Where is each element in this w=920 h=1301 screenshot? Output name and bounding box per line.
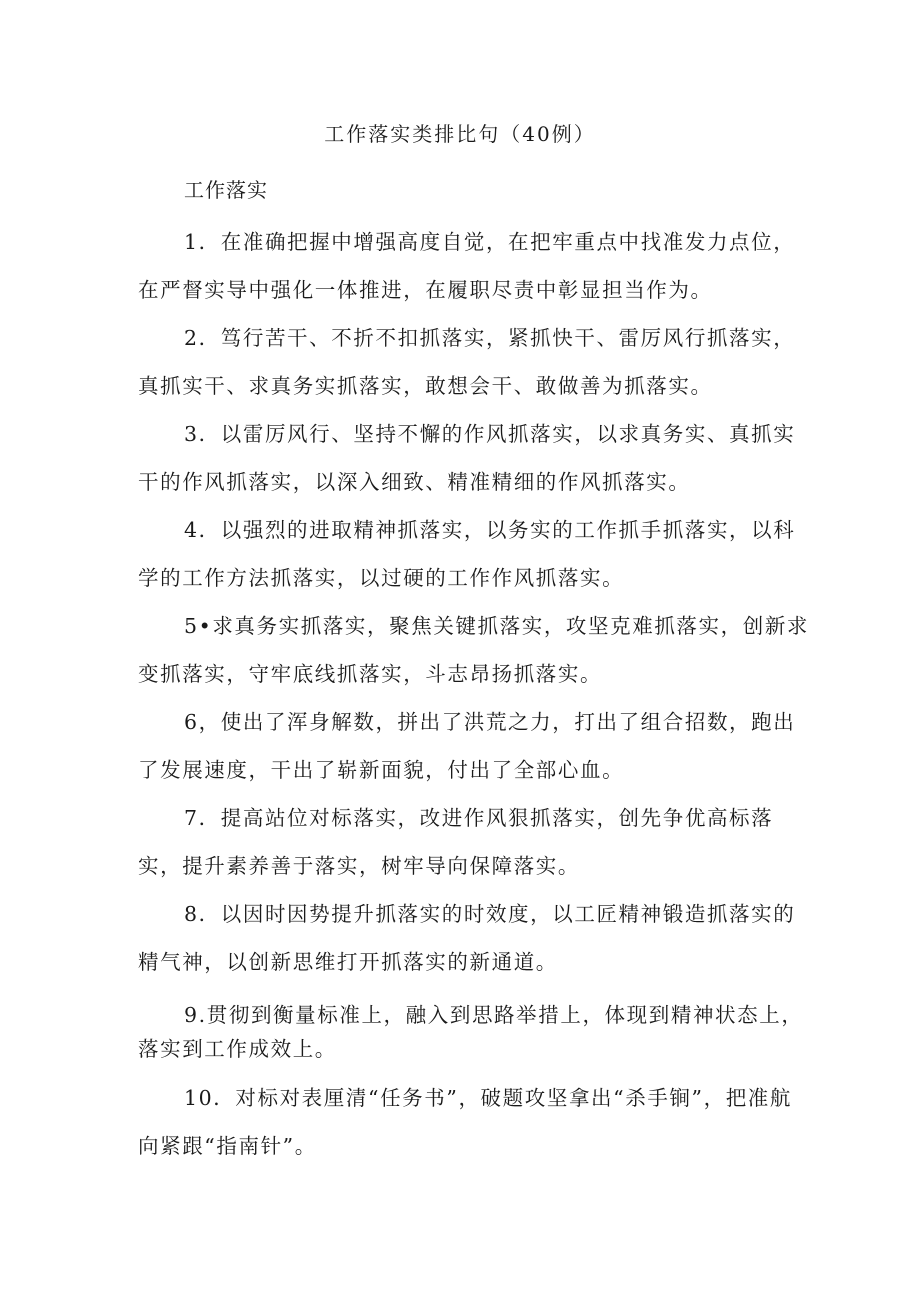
list-item: 9.贯彻到衡量标准上，融入到思路举措上，体现到精神状态上，落实到工作成效上。	[138, 1003, 804, 1061]
list-item: 1．在准确把握中增强高度自觉，在把牢重点中找准发力点位，在严督实导中强化一体推进，在履职尽责中彰显担当作为。	[138, 230, 796, 302]
list-item: 8．以因时因势提升抓落实的时效度，以工匠精神锻造抓落实的精气神，以创新思维打开抓落实的新通道。	[138, 902, 796, 974]
list-item: 3．以雷厉风行、坚持不懈的作风抓落实，以求真务实、真抓实干的作风抓落实，以深入细致、精准精细的作风抓落实。	[138, 422, 796, 494]
section-heading: 工作落实	[184, 178, 268, 202]
list-item: 2．笃行苦干、不折不扣抓落实，紧抓快干、雷厉风行抓落实，真抓实干、求真务实抓落实，敢想会干、敢做善为抓落实。	[138, 326, 796, 398]
list-item: 5•求真务实抓落实，聚焦关键抓落实，攻坚克难抓落实，创新求变抓落实，守牢底线抓落实，斗志昂扬抓落实。	[138, 614, 810, 686]
list-item: 7．提高站位对标落实，改进作风狠抓落实，创先争优高标落实，提升素养善于落实，树牢导向保障落实。	[138, 806, 774, 878]
document-title: 工作落实类排比句（40例）	[324, 122, 596, 146]
list-item: 6，使出了浑身解数，拼出了洪荒之力，打出了组合招数，跑出了发展速度，干出了崭新面貌，付出了全部心血。	[138, 710, 796, 782]
list-item: 4．以强烈的进取精神抓落实，以务实的工作抓手抓落实，以科学的工作方法抓落实，以过硬的工作作风抓落实。	[138, 518, 796, 590]
list-item: 10．对标对表厘清“任务书”，破题攻坚拿出“杀手锏”，把准航向紧跟“指南针”。	[138, 1086, 793, 1158]
sentence-list	[138, 218, 810, 1170]
